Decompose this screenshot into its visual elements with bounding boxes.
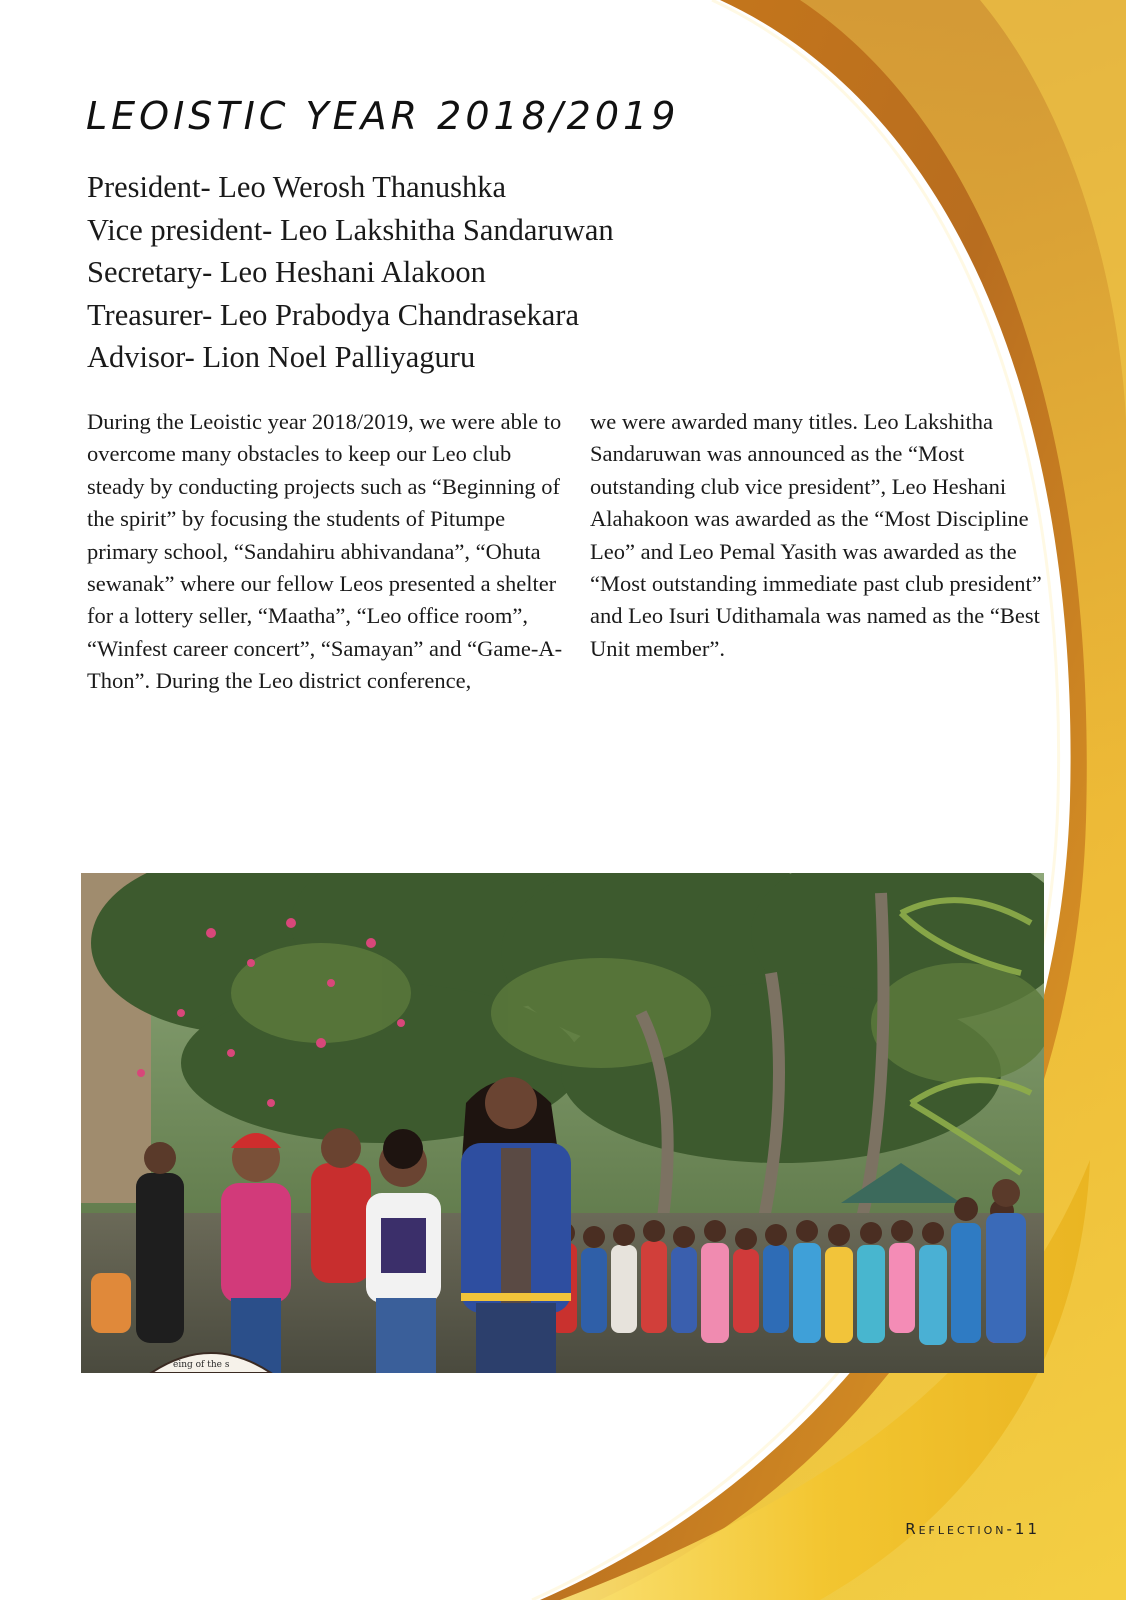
page-title: LEOISTIC YEAR 2018/2019 bbox=[86, 94, 680, 138]
officers-list bbox=[87, 166, 614, 379]
officer-president: President- Leo Werosh Thanushka bbox=[87, 170, 507, 204]
photo-banner-text: eing of the s bbox=[173, 1360, 230, 1370]
event-photo bbox=[81, 873, 1044, 1373]
officer-treasurer: Treasurer- Leo Prabodya Chandrasekara bbox=[87, 297, 580, 332]
body-text-right-column: we were awarded many titles. Leo Lakshitha Sandaruwan was announced as the “Most outstanding club vice president”, Leo Heshani Alahakoon was awarded as the “Most Discipline Leo” and Leo Pemal Yasith was awarded as the “Most outstanding immediate past club president” and Leo Isuri Udithamala was named as the “Best Unit member”. bbox=[590, 409, 1042, 661]
officer-advisor: Advisor- Lion Noel Palliyaguru bbox=[87, 340, 476, 375]
officer-secretary: Secretary- Leo Heshani Alakoon bbox=[87, 255, 486, 290]
body-text-left-column: During the Leoistic year 2018/2019, we were able to overcome many obstacles to keep our Leo club steady by conducting projects such as “Beginning of the spirit” by focusing the students of Pitumpe primary school, “Sandahiru abhivandana”, “Ohuta sewanak” where our fellow Leos presented a shelter for a lottery seller, “Maatha”, “Leo office room”, “Winfest career concert”, “Samayan” and “Game-A-Thon”. During the Leo district conference, bbox=[87, 409, 563, 694]
page-footer-label: Reflection-11 bbox=[905, 1520, 1040, 1538]
officer-vice-president: Vice president- Leo Lakshitha Sandaruwan bbox=[87, 212, 614, 247]
